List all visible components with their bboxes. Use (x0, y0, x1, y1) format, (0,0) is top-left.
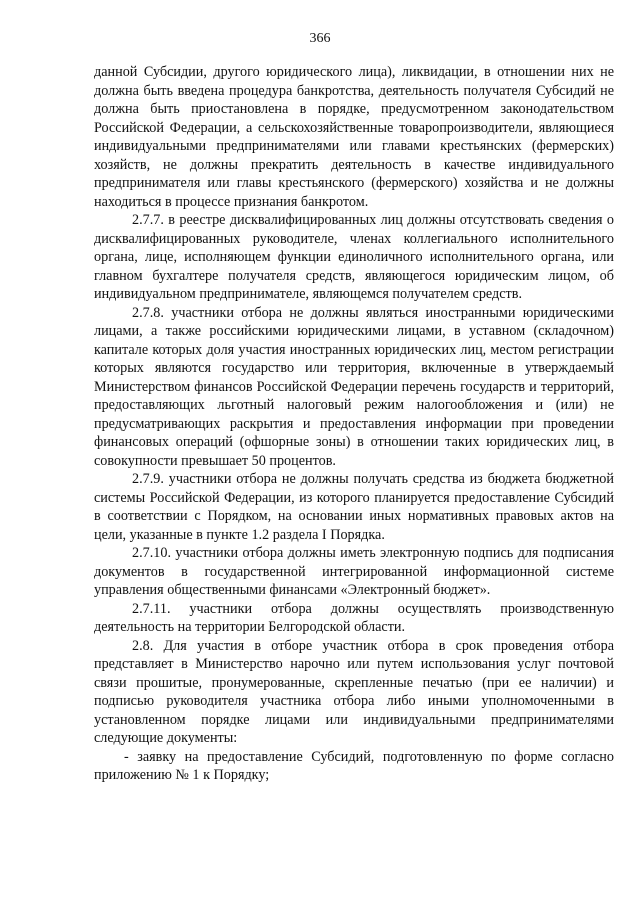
paragraph-2-7-10: 2.7.10. участники отбора должны иметь электронную подпись для подписания документов в государственной интегрированной информационной системе управления общественными финансами «Электронный бюджет». (94, 545, 614, 598)
paragraph-2-7-8: 2.7.8. участники отбора не должны являться иностранными юридическими лицами, а также российскими юридическими лицами, в уставном (складочном) капитале которых доля участия иностранных юридических лиц, местом регистрации которых являются государство или территория, включенные в утверждаемый Министерством финансов Российской Федерации перечень государств и территорий, предоставляющих льготный налоговый режим налогообложения и (или) не предусматривающих раскрытия и предоставления информации при проведении финансовых операций (офшорные зоны) в отношении таких юридических лиц, в совокупности превышает 50 процентов. (94, 304, 614, 469)
list-item-application: - заявку на предоставление Субсидий, подготовленную по форме согласно приложению № 1 к Порядку; (94, 748, 614, 783)
paragraph-continuation: данной Субсидии, другого юридического лица), ликвидации, в отношении них не должна быть введена процедура банкротства, деятельность получателя Субсидий не должна быть приостановлена в порядке, предусмотренном законодательством Российской Федерации, а сельскохозяйственные товаропроизводители, являющиеся индивидуальными предпринимателями или главами крестьянских (фермерских) хозяйств, не должны прекратить деятельность в качестве индивидуального предпринимателя или главы крестьянского (фермерского) хозяйства и не должны находиться в процессе признания банкротом. (94, 64, 614, 210)
paragraph-2-7-7: 2.7.7. в реестре дисквалифицированных лиц должны отсутствовать сведения о дисквалифицированных руководителе, членах коллегиального исполнительного органа, лице, исполняющем функции единоличного исполнительного органа, или главном бухгалтере получателя средств, являющегося юридическим лицом, об индивидуальном предпринимателе, являющемся получателем средств. (94, 212, 614, 302)
paragraph-2-7-11: 2.7.11. участники отбора должны осуществлять производственную деятельность на территории Белгородской области. (94, 600, 614, 635)
page-number: 366 (309, 31, 331, 46)
paragraph-2-8: 2.8. Для участия в отборе участник отбора в срок проведения отбора представляет в Министерство нарочно или путем использования услуг почтовой связи прошитые, пронумерованные, скрепленные печатью (при ее наличии) и подписью руководителя участника отбора либо иными уполномоченными в установленном порядке лицами или индивидуальными предпринимателями следующие документы: (94, 637, 614, 746)
document-body (94, 63, 614, 785)
paragraph-2-7-9: 2.7.9. участники отбора не должны получать средства из бюджета бюджетной системы Российской Федерации, из которого планируется предоставление Субсидий в соответствии с Порядком, на основании иных нормативных правовых актов на цели, указанные в пункте 1.2 раздела I Порядка. (94, 471, 614, 543)
